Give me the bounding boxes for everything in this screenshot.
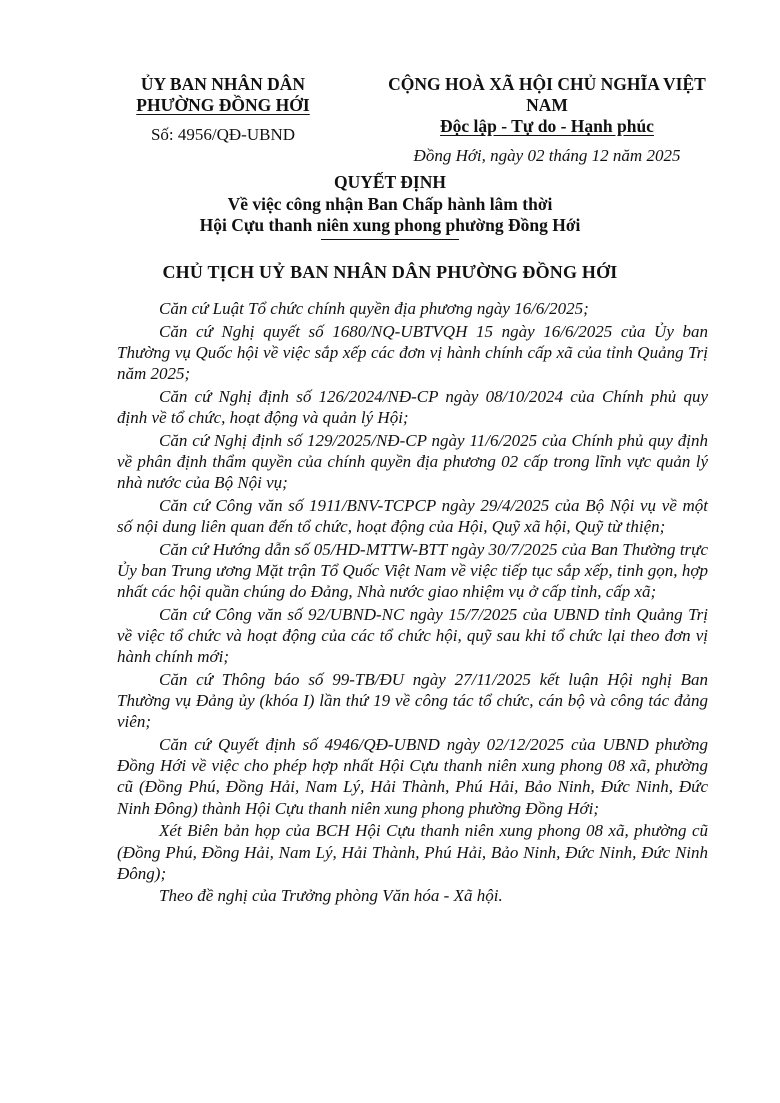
legal-ground-item: Xét Biên bản họp của BCH Hội Cựu thanh niên xung phong 08 xã, phường cũ (Đồng Phú, Đồng Hải, Nam Lý, Hải Thành, Phú Hải, Bảo Ninh, Đức Ninh, Đức Ninh Đông);: [117, 821, 708, 883]
decision-title-block: [60, 172, 720, 237]
legal-ground-item: Căn cứ Hướng dẫn số 05/HD-MTTW-BTT ngày 30/7/2025 của Ban Thường trực Ủy ban Trung ương Mặt trận Tổ Quốc Việt Nam về việc tiếp tục sắp xếp, tinh gọn, hợp nhất các hội quần chúng do Đảng, Nhà nước giao nhiệm vụ ở cấp tỉnh, cấp xã;: [117, 539, 708, 602]
legal-ground-item: Căn cứ Nghị định số 129/2025/NĐ-CP ngày 11/6/2025 của Chính phủ quy định về phân định thẩm quyền của chính quyền địa phương 02 cấp trong lĩnh vực quản lý nhà nước của Bộ Nội vụ;: [117, 430, 708, 493]
national-motto: Độc lập - Tự do - Hạnh phúc: [440, 116, 654, 136]
subject-line-1: Về việc công nhận Ban Chấp hành lâm thời: [227, 193, 553, 214]
subject-line-2: Hội Cựu thanh niên xung phong phường Đồng Hới: [199, 215, 581, 235]
document-type: QUYẾT ĐỊNH: [334, 172, 446, 192]
national-motto-block: [372, 74, 722, 166]
agency-name-line1: ỦY BAN NHÂN DÂN: [140, 74, 306, 94]
legal-ground-item: Căn cứ Thông báo số 99-TB/ĐU ngày 27/11/2025 kết luận Hội nghị Ban Thường vụ Đảng ủy (khóa I) lần thứ 19 về công tác tổ chức, cán bộ và công tác đảng viên;: [117, 669, 708, 732]
legal-ground-item: Căn cứ Nghị quyết số 1680/NQ-UBTVQH 15 ngày 16/6/2025 của Ủy ban Thường vụ Quốc hội về việc sắp xếp các đơn vị hành chính cấp xã của tỉnh Quảng Trị năm 2025;: [117, 321, 708, 384]
legal-ground-item: Căn cứ Công văn số 1911/BNV-TCPCP ngày 29/4/2025 của Bộ Nội vụ về một số nội dung liên quan đến tổ chức, hoạt động của Hội, Quỹ xã hội, Quỹ từ thiện;: [117, 495, 708, 537]
legal-ground-item: Căn cứ Quyết định số 4946/QĐ-UBND ngày 02/12/2025 của UBND phường Đồng Hới về việc cho phép hợp nhất Hội Cựu thanh niên xung phong 08 xã, phường cũ (Đồng Phú, Đồng Hải, Nam Lý, Hải Thành, Phú Hải, Bảo Ninh, Đức Ninh, Đức Ninh Đông) thành Hội Cựu thanh niên xung phong phường Đồng Hới;: [117, 735, 708, 818]
issuing-agency-block: [98, 74, 348, 145]
legal-ground-item: Theo đề nghị của Trưởng phòng Văn hóa - Xã hội.: [159, 886, 503, 906]
agency-name-line2: PHƯỜNG ĐỒNG HỚI: [136, 95, 310, 115]
place-and-date: Đồng Hới, ngày 02 tháng 12 năm 2025: [413, 146, 681, 165]
legal-ground-item: Căn cứ Nghị định số 126/2024/NĐ-CP ngày 08/10/2024 của Chính phủ quy định về tổ chức, hoạt động và quản lý Hội;: [117, 386, 708, 428]
legal-grounds-list: [117, 298, 708, 908]
legal-ground-item: Căn cứ Công văn số 92/UBND-NC ngày 15/7/2025 của UBND tỉnh Quảng Trị về việc tổ chức và hoạt động của các tổ chức hội, quỹ sau khi tổ chức lại theo đơn vị hành chính mới;: [117, 604, 708, 667]
country-name: CỘNG HOÀ XÃ HỘI CHỦ NGHĨA VIỆT NAM: [388, 74, 706, 115]
document-number: Số: 4956/QĐ-UBND: [150, 125, 296, 144]
issuing-authority-heading: CHỦ TỊCH UỶ BAN NHÂN DÂN PHƯỜNG ĐỒNG HỚI: [162, 262, 618, 282]
legal-ground-item: Căn cứ Luật Tổ chức chính quyền địa phương ngày 16/6/2025;: [159, 299, 589, 318]
